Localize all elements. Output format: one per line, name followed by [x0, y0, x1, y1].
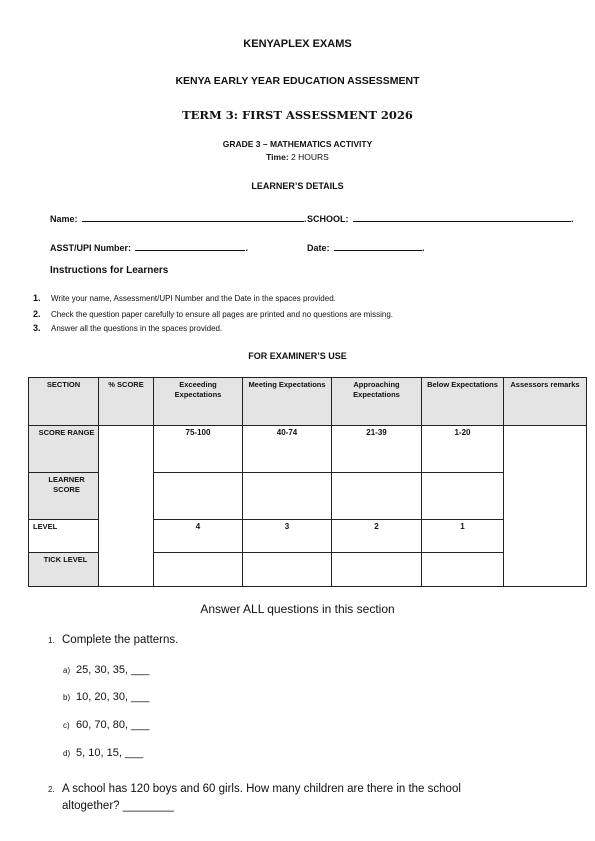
upi-label: ASST/UPI Number:: [50, 243, 132, 253]
question-1: [48, 634, 178, 646]
section-heading: Answer ALL questions in this section: [200, 602, 395, 616]
tick-level-exceeding[interactable]: [154, 553, 243, 587]
question-part: [63, 691, 149, 703]
part-label: d): [63, 749, 71, 758]
row-label-tick-level: TICK LEVEL: [29, 553, 99, 587]
instruction-number: 1.: [33, 293, 41, 303]
level-exceeding: 4: [154, 520, 243, 553]
instruction-item: [33, 323, 222, 333]
name-label: Name:: [50, 214, 78, 224]
row-label-level: LEVEL: [29, 520, 99, 553]
part-text: 60, 70, 80, ___: [76, 719, 150, 731]
examiner-table: [28, 377, 587, 587]
header-percent-score: % SCORE: [99, 378, 154, 426]
question-part: [63, 664, 149, 676]
header-section: SECTION: [29, 378, 99, 426]
level-below: 1: [422, 520, 504, 553]
learner-score-below[interactable]: [422, 473, 504, 520]
assessment-title: KENYA EARLY YEAR EDUCATION ASSESSMENT: [175, 75, 420, 87]
instruction-item: [33, 293, 336, 303]
part-text: 25, 30, 35, ___: [76, 664, 150, 676]
instruction-number: 3.: [33, 323, 41, 333]
date-blank[interactable]: [334, 242, 422, 251]
percent-score-cell[interactable]: [99, 426, 154, 587]
question-part: [63, 747, 143, 759]
score-range-approaching: 21-39: [332, 426, 422, 473]
question-part: [63, 719, 149, 731]
tick-level-approaching[interactable]: [332, 553, 422, 587]
grade-subject: GRADE 3 – MATHEMATICS ACTIVITY: [222, 139, 373, 149]
table-header-row: [29, 378, 587, 426]
header-approaching: Approaching Expectations: [332, 378, 422, 426]
score-range-exceeding: 75-100: [154, 426, 243, 473]
exam-org-title: KENYAPLEX EXAMS: [243, 38, 352, 50]
time-line: [0, 152, 595, 162]
question-2-continued: altogether? ________: [62, 800, 174, 812]
part-text: 10, 20, 30, ___: [76, 691, 150, 703]
table-row: [29, 426, 587, 473]
question-number: 2.: [48, 785, 55, 794]
question-text: A school has 120 boys and 60 girls. How many children are there in the school: [62, 783, 461, 795]
time-value: 2 HOURS: [291, 152, 329, 162]
instruction-text: Write your name, Assessment/UPI Number and the Date in the spaces provided.: [51, 294, 336, 303]
date-field[interactable]: Date: .: [307, 243, 425, 253]
header-meeting: Meeting Expectations: [243, 378, 332, 426]
level-approaching: 2: [332, 520, 422, 553]
row-label-score-range: SCORE RANGE: [29, 426, 99, 473]
school-blank[interactable]: [353, 213, 571, 222]
name-field[interactable]: Name: .: [50, 214, 307, 224]
part-label: b): [63, 693, 71, 702]
row-label-learner-score: LEARNER SCORE: [29, 473, 99, 520]
header-remarks: Assessors remarks: [504, 378, 587, 426]
examiner-use-heading: FOR EXAMINER’S USE: [248, 351, 347, 361]
learner-score-exceeding[interactable]: [154, 473, 243, 520]
instruction-text: Answer all the questions in the spaces provided.: [51, 324, 223, 333]
time-label: Time:: [266, 152, 289, 162]
level-meeting: 3: [243, 520, 332, 553]
part-text: 5, 10, 15, ___: [76, 747, 144, 759]
part-label: a): [63, 666, 71, 675]
upi-blank[interactable]: [135, 242, 245, 251]
header-below: Below Expectations: [422, 378, 504, 426]
question-text: Complete the patterns.: [62, 634, 179, 646]
learner-score-meeting[interactable]: [243, 473, 332, 520]
part-label: c): [63, 721, 70, 730]
learner-details-heading: LEARNER’S DETAILS: [251, 181, 344, 191]
question-2: [48, 783, 461, 795]
instruction-text: Check the question paper carefully to ensure all pages are printed and no questions are missing.: [51, 310, 393, 319]
header-exceeding: Exceeding Expectations: [154, 378, 243, 426]
tick-level-below[interactable]: [422, 553, 504, 587]
learner-score-approaching[interactable]: [332, 473, 422, 520]
school-field[interactable]: SCHOOL: .: [307, 214, 574, 224]
question-number: 1.: [48, 636, 55, 645]
score-range-below: 1-20: [422, 426, 504, 473]
score-range-meeting: 40-74: [243, 426, 332, 473]
name-blank[interactable]: [82, 213, 304, 222]
upi-field[interactable]: ASST/UPI Number: .: [50, 243, 248, 253]
date-label: Date:: [307, 243, 330, 253]
school-label: SCHOOL:: [307, 214, 349, 224]
tick-level-meeting[interactable]: [243, 553, 332, 587]
instruction-item: [33, 309, 393, 319]
assessors-remarks-cell[interactable]: [504, 426, 587, 587]
instruction-number: 2.: [33, 309, 41, 319]
term-title: TERM 3: FIRST ASSESSMENT 2026: [182, 108, 413, 122]
instructions-title: Instructions for Learners: [50, 265, 169, 276]
